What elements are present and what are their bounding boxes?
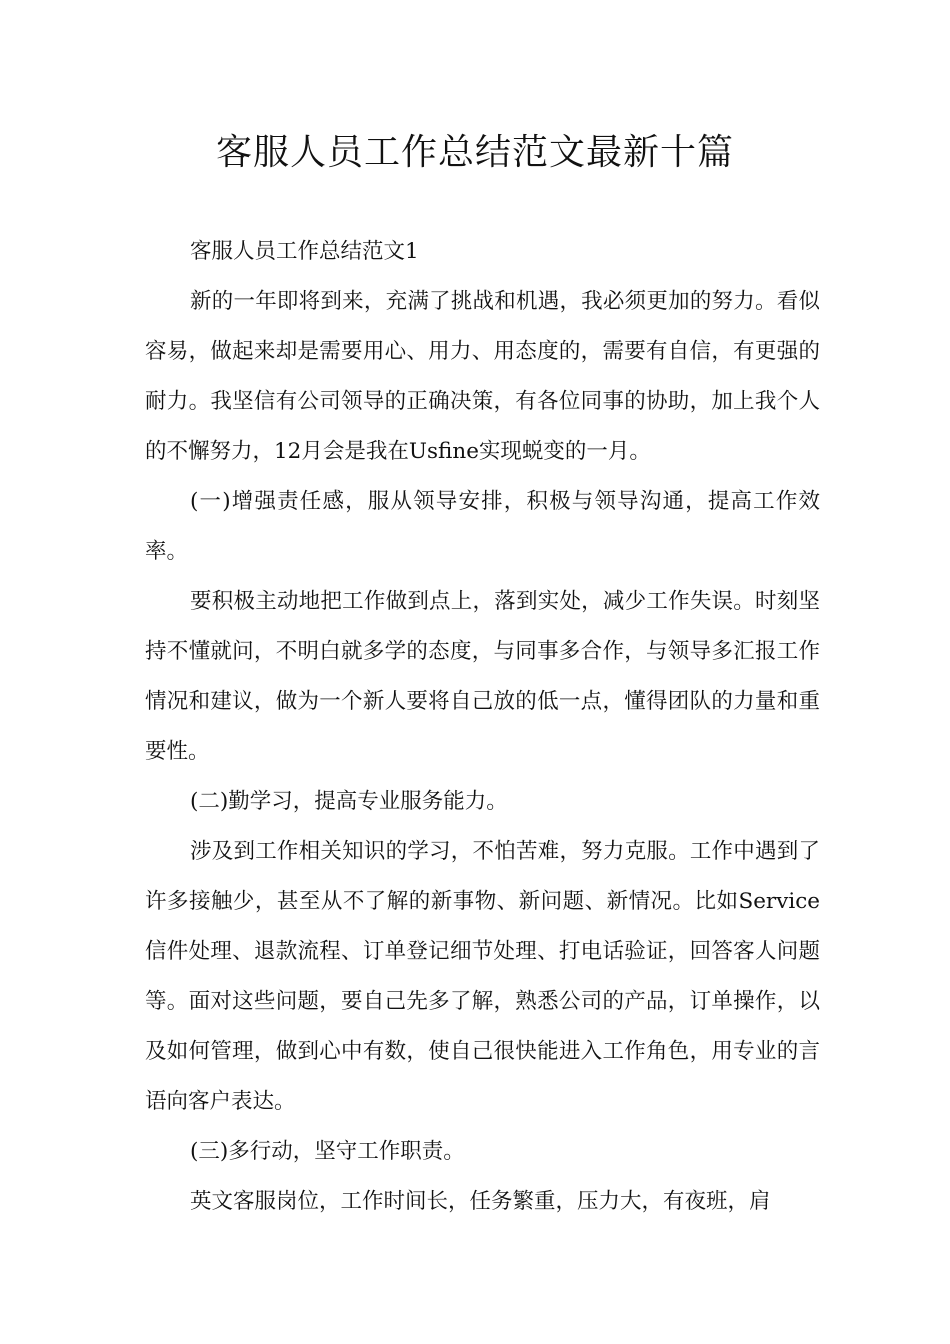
subsection-heading: (三)多行动，坚守工作职责。 (190, 1139, 465, 1164)
section-heading: 客服人员工作总结范文1 (190, 239, 419, 264)
paragraph: 英文客服岗位，工作时间长，任务繁重，压力大，有夜班，肩 (190, 1189, 771, 1214)
subsection-heading: (二)勤学习，提高专业服务能力。 (190, 789, 508, 814)
paragraph: 涉及到工作相关知识的学习，不怕苦难，努力克服。工作中遇到了许多接触少，甚至从不了解的新事物、新问题、新情况。比如Service信件处理、退款流程、订单登记细节处理、打电话验证，回答客人问题等。面对这些问题，要自己先多了解，熟悉公司的产品，订单操作，以及如何管理，做到心中有数，使自己很快能进入工作角色，用专业的言语向客户表达。 (145, 839, 820, 1114)
document-title: 客服人员工作总结范文最新十篇 (215, 132, 734, 173)
paragraph: 新的一年即将到来，充满了挑战和机遇，我必须更加的努力。看似容易，做起来却是需要用心、用力、用态度的，需要有自信，有更强的耐力。我坚信有公司领导的正确决策，有各位同事的协助，加上我个人的不懈努力，12月会是我在Usfine实现蜕变的一月。 (145, 289, 820, 464)
paragraph: 要积极主动地把工作做到点上，落到实处，减少工作失误。时刻坚持不懂就问，不明白就多学的态度，与同事多合作，与领导多汇报工作情况和建议，做为一个新人要将自己放的低一点，懂得团队的力量和重要性。 (145, 589, 820, 764)
document-body (145, 227, 820, 1227)
subsection-heading: (一)增强责任感，服从领导安排，积极与领导沟通，提高工作效率。 (145, 489, 820, 564)
